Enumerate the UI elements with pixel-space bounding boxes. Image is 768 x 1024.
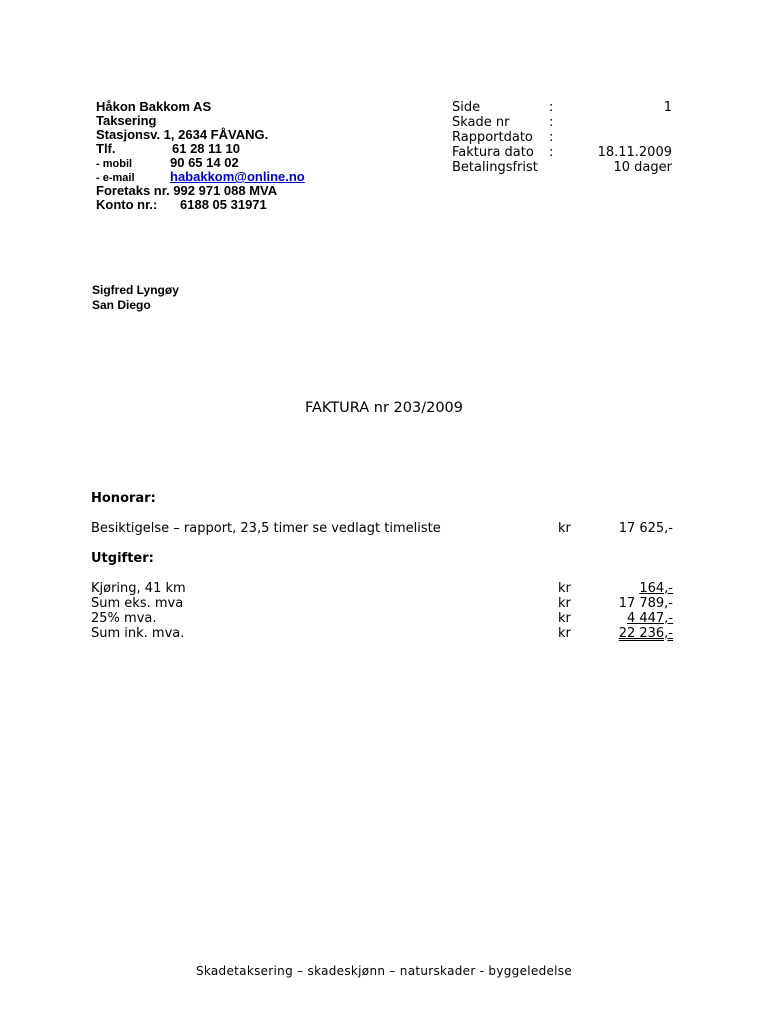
sender-mobile-row (96, 156, 305, 170)
honorar-line (91, 521, 673, 536)
line-currency: kr (558, 596, 571, 611)
expense-line-total (91, 626, 673, 641)
line-description: 25% mva. (91, 611, 157, 626)
sender-address: Stasjonsv. 1, 2634 FÅVANG. (96, 127, 269, 142)
line-amount: 4 447,- (626, 611, 673, 626)
meta-row-skade-nr (452, 115, 672, 130)
recipient-city: San Diego (92, 298, 151, 312)
invoice-title: FAKTURA nr 203/2009 (304, 400, 464, 416)
expense-line-sum-ex-vat (91, 596, 673, 611)
line-amount: 17 789,- (618, 596, 673, 611)
line-description: Sum ink. mva. (91, 626, 185, 641)
meta-value: 18.11.2009 (597, 145, 672, 160)
line-description: Sum eks. mva (91, 596, 184, 611)
sender-service: Taksering (96, 113, 157, 128)
line-amount: 22 236,- (618, 626, 673, 641)
utgifter-heading: Utgifter: (91, 551, 154, 566)
line-amount: 164,- (639, 581, 673, 596)
line-description: Besiktigelse – rapport, 23,5 timer se vedlagt timeliste (91, 521, 441, 536)
meta-row-side (452, 100, 672, 115)
sender-block (96, 100, 305, 212)
meta-value: 10 dager (613, 160, 672, 175)
sender-company: Håkon Bakkom AS (96, 99, 212, 114)
meta-colon: : (549, 100, 554, 115)
meta-row-faktura-dato (452, 145, 672, 160)
line-currency: kr (558, 611, 571, 626)
meta-colon: : (549, 130, 554, 145)
meta-colon: : (549, 145, 554, 160)
meta-row-rapportdato (452, 130, 672, 145)
meta-row-betalingsfrist (452, 160, 672, 175)
sender-account-row (96, 198, 305, 212)
line-currency: kr (558, 626, 571, 641)
phone-label: Tlf. (96, 141, 116, 156)
expense-line-driving (91, 581, 673, 596)
line-description: Kjøring, 41 km (91, 581, 186, 596)
sender-org-number: Foretaks nr. 992 971 088 MVA (96, 183, 278, 198)
meta-colon: : (549, 115, 554, 130)
account-label: Konto nr.: (96, 197, 158, 212)
account-value: 6188 05 31971 (180, 197, 267, 212)
meta-label: Betalingsfrist (452, 160, 538, 175)
page-footer: Skadetaksering – skadeskjønn – naturskader - byggeledelse (195, 964, 573, 978)
sender-email-row (96, 170, 305, 184)
meta-label: Rapportdato (452, 130, 533, 145)
email-label: - e-mail (96, 172, 135, 184)
recipient-name: Sigfred Lyngøy (92, 283, 179, 297)
recipient-block (92, 283, 179, 313)
meta-label: Faktura dato (452, 145, 534, 160)
expense-line-vat (91, 611, 673, 626)
sender-phone-row (96, 142, 305, 156)
mobile-value: 90 65 14 02 (170, 155, 239, 170)
meta-value: 1 (663, 100, 672, 115)
invoice-meta (452, 100, 672, 175)
line-amount: 17 625,- (618, 521, 673, 536)
honorar-heading: Honorar: (91, 491, 156, 506)
line-currency: kr (558, 581, 571, 596)
line-currency: kr (558, 521, 571, 536)
email-link[interactable]: habakkom@online.no (170, 169, 305, 184)
mobile-label: - mobil (96, 158, 133, 170)
phone-value: 61 28 11 10 (172, 141, 240, 156)
meta-label: Side (452, 100, 481, 115)
meta-label: Skade nr (452, 115, 510, 130)
